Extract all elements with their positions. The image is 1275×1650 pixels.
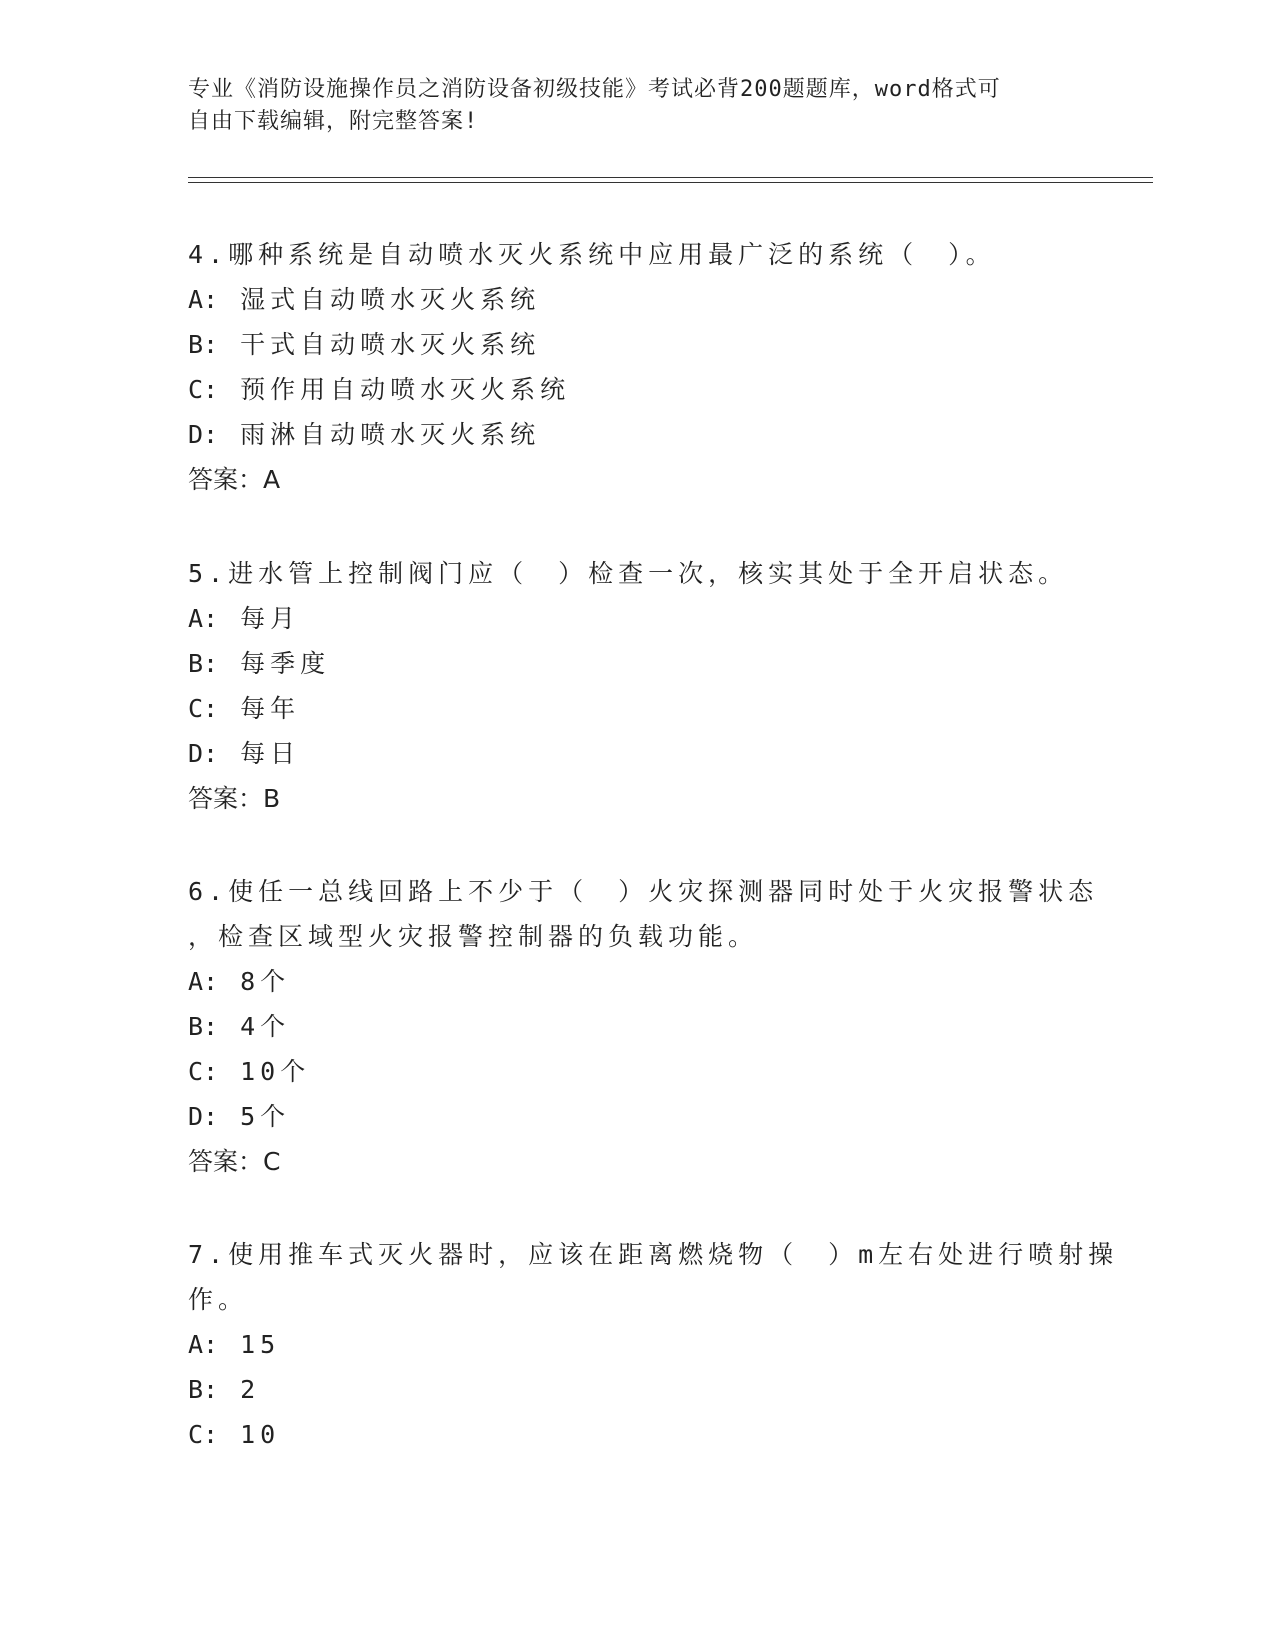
option-d: D: 雨淋自动喷水灭火系统 (188, 420, 541, 449)
question-text: 7.使用推车式灭火器时，应该在距离燃烧物（ ）m左右处进行喷射操 (188, 1240, 1119, 1269)
question-text: 4.哪种系统是自动喷水灭火系统中应用最广泛的系统（ ）。 (188, 240, 996, 269)
question-7 (188, 1232, 1119, 1457)
header-line-2: 自由下载编辑，附完整答案! (188, 109, 479, 134)
option-b: B: 每季度 (188, 649, 331, 678)
option-c: C: 每年 (188, 694, 301, 723)
option-a: A: 每月 (188, 604, 301, 633)
answer: 答案：B (188, 784, 281, 813)
option-d: D: 每日 (188, 739, 301, 768)
question-6 (188, 869, 1099, 1184)
question-4 (188, 232, 1088, 502)
question-text-continued: 作。 (188, 1285, 249, 1314)
header-divider-bottom (188, 182, 1153, 183)
option-a: A: 15 (188, 1330, 281, 1359)
document-header (188, 74, 1068, 138)
option-c: C: 10个 (188, 1057, 311, 1086)
option-d: D: 5个 (188, 1102, 291, 1131)
header-line-1: 专业《消防设施操作员之消防设备初级技能》考试必背200题题库，word格式可 (188, 77, 1001, 102)
question-text-continued: ，检查区域型火灾报警控制器的负载功能。 (188, 922, 759, 951)
option-b: B: 4个 (188, 1012, 291, 1041)
answer: 答案：A (188, 465, 281, 494)
option-a: A: 8个 (188, 967, 291, 996)
header-divider-top (188, 177, 1153, 178)
question-5 (188, 551, 1088, 821)
answer: 答案：C (188, 1147, 281, 1176)
question-text: 5.进水管上控制阀门应（ ）检查一次，核实其处于全开启状态。 (188, 559, 1069, 588)
option-b: B: 2 (188, 1375, 261, 1404)
option-c: C: 10 (188, 1420, 281, 1449)
option-c: C: 预作用自动喷水灭火系统 (188, 375, 571, 404)
option-b: B: 干式自动喷水灭火系统 (188, 330, 541, 359)
option-a: A: 湿式自动喷水灭火系统 (188, 285, 541, 314)
question-text: 6.使任一总线回路上不少于（ ）火灾探测器同时处于火灾报警状态 (188, 877, 1099, 906)
